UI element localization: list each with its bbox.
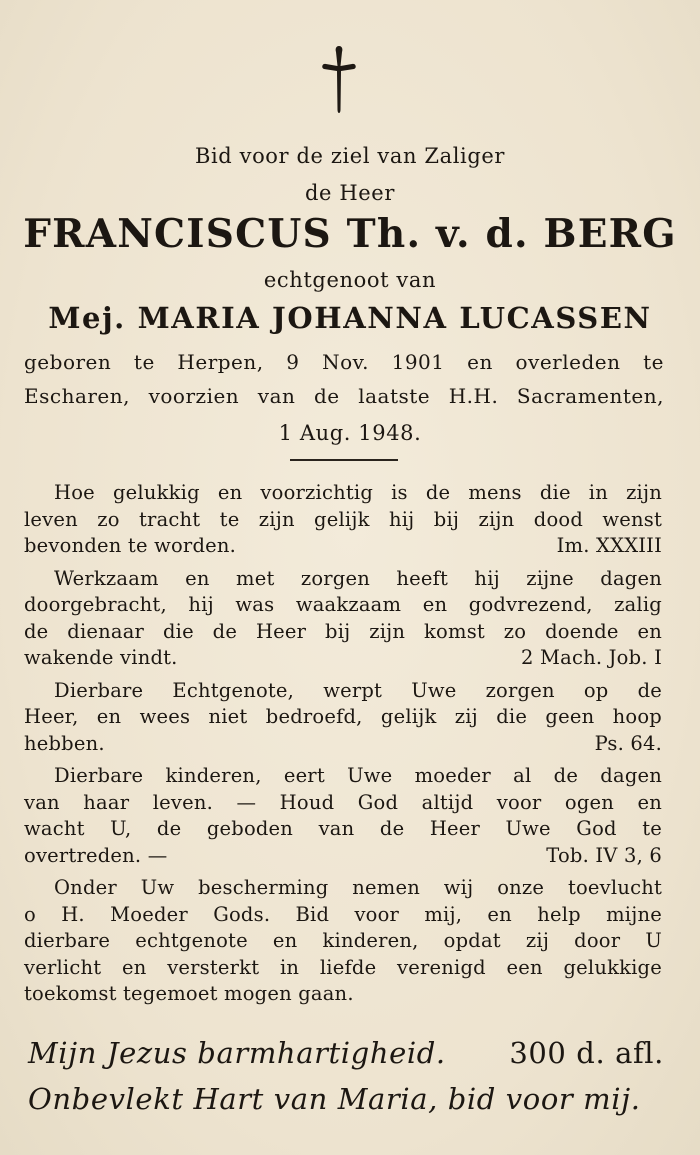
text-line-last xyxy=(24,731,662,758)
text-line: wacht U, de geboden van de Heer Uwe God te xyxy=(24,817,662,840)
text-line: verlicht en versterkt in liefde verenigd een gelukkige xyxy=(24,955,662,979)
birth-death-details xyxy=(24,345,664,413)
prayer-paragraph xyxy=(24,763,662,869)
text-line: doorgebracht, hij was waakzaam en godvrezend, zalig xyxy=(24,593,662,616)
text-line: o H. Moeder Gods. Bid voor mij, en help mijne xyxy=(24,902,662,926)
text-line: Dierbare kinderen, eert Uwe moeder al de dagen xyxy=(54,764,662,787)
intro-line-2: de Heer xyxy=(305,181,395,205)
scripture-reference: Im. XXXIII xyxy=(556,534,662,557)
indulgence-note: 300 d. afl. xyxy=(509,1036,664,1070)
closing-prayer-1 xyxy=(28,1036,664,1070)
text-line-last xyxy=(24,645,662,672)
text-line: leven zo tracht te zijn gelijk hij bij zijn dood wenst xyxy=(24,507,662,531)
closing-prayer-text: Mijn Jezus barmhartigheid. xyxy=(28,1036,446,1070)
divider-rule xyxy=(290,459,398,461)
text-line: Onder Uw bescherming nemen wij onze toevlucht xyxy=(54,876,662,899)
text-line: Werkzaam en met zorgen heeft hij zijne dagen xyxy=(54,566,662,590)
prayer-paragraph xyxy=(24,566,662,672)
deceased-name: FRANCISCUS Th. v. d. BERG xyxy=(23,211,677,257)
death-date: 1 Aug. 1948. xyxy=(278,421,422,445)
prayer-text xyxy=(24,480,662,1014)
birth-line-2: Escharen, voorzien van de laatste H.H. Sacramenten, xyxy=(24,384,664,408)
text-line-end: wakende vindt. xyxy=(24,646,178,669)
text-line: van haar leven. — Houd God altijd voor ogen en xyxy=(24,790,662,814)
text-line: Dierbare Echtgenote, werpt Uwe zorgen op de xyxy=(54,678,662,702)
latin-cross-icon xyxy=(318,44,360,116)
text-line-end: toekomst tegemoet mogen gaan. xyxy=(24,982,354,1005)
prayer-paragraph xyxy=(24,678,662,758)
text-line-last xyxy=(24,981,662,1008)
text-line-end: hebben. xyxy=(24,731,105,755)
scripture-reference: 2 Mach. Job. I xyxy=(520,646,662,669)
text-line: dierbare echtgenote en kinderen, opdat zij door U xyxy=(24,929,662,952)
closing-prayer-2: Onbevlekt Hart van Maria, bid voor mij. xyxy=(28,1082,641,1116)
birth-line-1: geboren te Herpen, 9 Nov. 1901 en overleden te xyxy=(24,350,664,374)
scripture-reference: Ps. 64. xyxy=(594,731,662,755)
text-line-end: overtreden. — xyxy=(24,843,168,867)
text-line-last xyxy=(24,533,662,560)
intro-line-1: Bid voor de ziel van Zaliger xyxy=(194,144,506,168)
text-line: Hoe gelukkig en voorzichtig is de mens die in zijn xyxy=(54,481,662,504)
text-line-end: bevonden te worden. xyxy=(24,534,237,557)
spouse-name: Mej. MARIA JOHANNA LUCASSEN xyxy=(48,301,652,335)
prayer-paragraph xyxy=(24,875,662,1008)
scripture-reference: Tob. IV 3, 6 xyxy=(546,843,662,867)
text-line: Heer, en wees niet bedroefd, gelijk zij die geen hoop xyxy=(24,705,662,728)
prayer-paragraph xyxy=(24,480,662,560)
spouse-intro: echtgenoot van xyxy=(263,268,437,292)
text-line: de dienaar die de Heer bij zijn komst zo doende en xyxy=(24,619,662,643)
text-line-last xyxy=(24,843,662,870)
